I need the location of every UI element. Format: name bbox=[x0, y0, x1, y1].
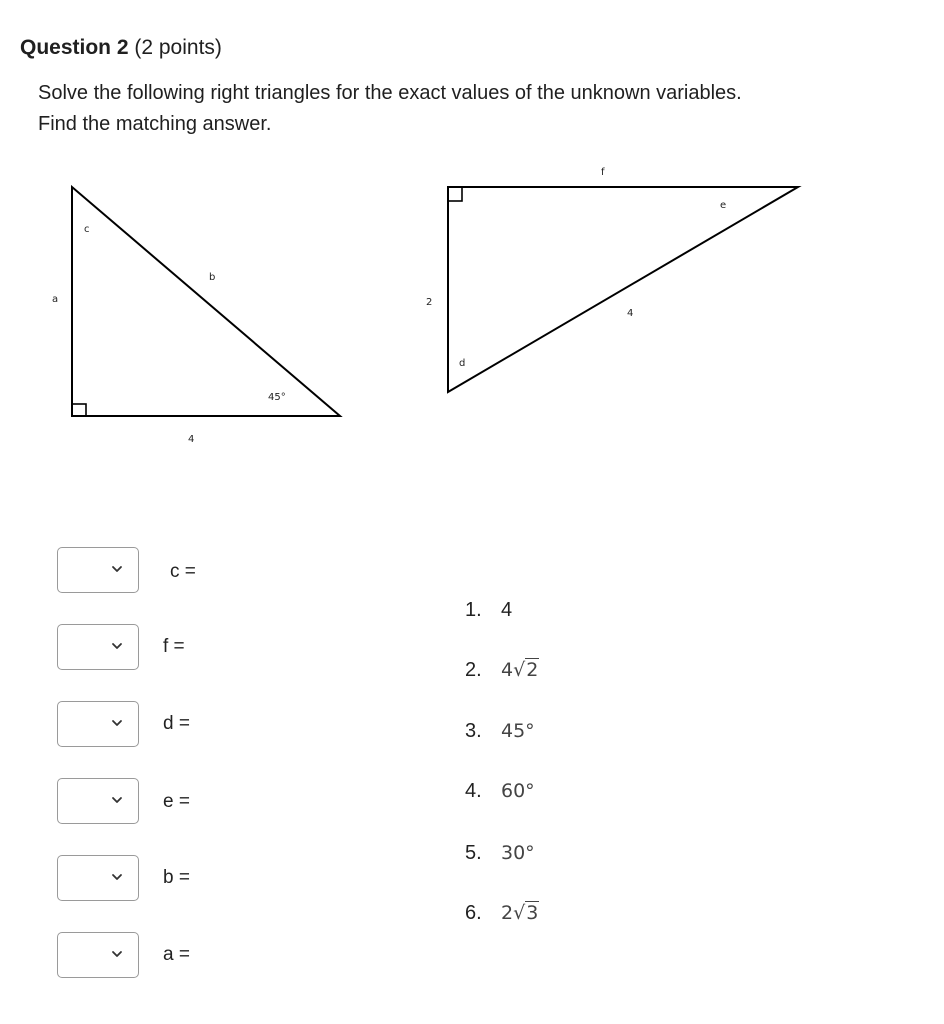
answer-option-6 bbox=[465, 898, 539, 928]
answer-number: 2. bbox=[465, 658, 482, 681]
left-label-bottom: 4 bbox=[188, 434, 195, 445]
answer-radicand: 3 bbox=[526, 902, 539, 924]
left-label-c: c bbox=[84, 224, 90, 235]
answer-value: 60° bbox=[501, 780, 535, 802]
match-label-b: b = bbox=[163, 867, 190, 888]
answer-value: 45° bbox=[501, 720, 535, 742]
sqrt-icon: √ bbox=[513, 902, 526, 924]
right-label-f: f bbox=[601, 167, 605, 178]
left-label-a: a bbox=[52, 294, 59, 305]
answer-number: 3. bbox=[465, 719, 482, 742]
match-label-e: e = bbox=[163, 791, 190, 812]
left-label-angle: 45° bbox=[268, 392, 286, 403]
right-angle-marker-right bbox=[448, 187, 462, 201]
question-points: (2 points) bbox=[134, 36, 222, 59]
chevron-down-icon bbox=[110, 870, 124, 884]
answer-option-5 bbox=[465, 838, 535, 868]
left-triangle bbox=[52, 187, 340, 445]
answer-number: 5. bbox=[465, 841, 482, 864]
left-label-b: b bbox=[209, 272, 216, 283]
chevron-down-icon bbox=[110, 716, 124, 730]
answer-option-3 bbox=[465, 716, 535, 746]
chevron-down-icon bbox=[110, 639, 124, 653]
answer-number: 4. bbox=[465, 779, 482, 802]
match-label-f: f = bbox=[163, 636, 185, 657]
answer-value: 4 bbox=[501, 598, 513, 621]
chevron-down-icon bbox=[110, 793, 124, 807]
right-label-hyp: 4 bbox=[627, 308, 634, 319]
question-instructions bbox=[38, 78, 858, 140]
answer-option-2 bbox=[465, 655, 539, 685]
instruction-line-2: Find the matching answer. bbox=[38, 113, 272, 135]
match-select-a[interactable] bbox=[57, 932, 139, 978]
answer-coefficient: 2 bbox=[501, 902, 514, 924]
answer-radicand: 2 bbox=[526, 659, 539, 681]
question-title bbox=[20, 34, 222, 62]
answer-number: 1. bbox=[465, 598, 482, 621]
answer-value: 30° bbox=[501, 842, 535, 864]
match-label-d: d = bbox=[163, 713, 190, 734]
question-number: Question 2 bbox=[20, 36, 129, 59]
answer-option-1 bbox=[465, 595, 512, 625]
answer-number: 6. bbox=[465, 901, 482, 924]
right-label-side: 2 bbox=[426, 297, 433, 308]
right-angle-marker-left bbox=[72, 404, 86, 416]
match-select-e[interactable] bbox=[57, 778, 139, 824]
answer-coefficient: 4 bbox=[501, 659, 514, 681]
answer-value bbox=[501, 659, 539, 681]
match-select-d[interactable] bbox=[57, 701, 139, 747]
chevron-down-icon bbox=[110, 562, 124, 576]
match-select-c[interactable] bbox=[57, 547, 139, 593]
match-select-f[interactable] bbox=[57, 624, 139, 670]
answer-option-4 bbox=[465, 776, 535, 806]
chevron-down-icon bbox=[110, 947, 124, 961]
answer-value bbox=[501, 902, 539, 924]
right-triangle bbox=[426, 167, 798, 392]
triangles-figure bbox=[0, 150, 944, 460]
match-label-c: c = bbox=[170, 561, 196, 582]
right-label-e: e bbox=[720, 200, 727, 211]
right-label-d: d bbox=[459, 358, 466, 369]
match-select-b[interactable] bbox=[57, 855, 139, 901]
sqrt-icon: √ bbox=[513, 659, 526, 681]
match-label-a: a = bbox=[163, 944, 190, 965]
instruction-line-1: Solve the following right triangles for the exact values of the unknown variables. bbox=[38, 82, 742, 104]
